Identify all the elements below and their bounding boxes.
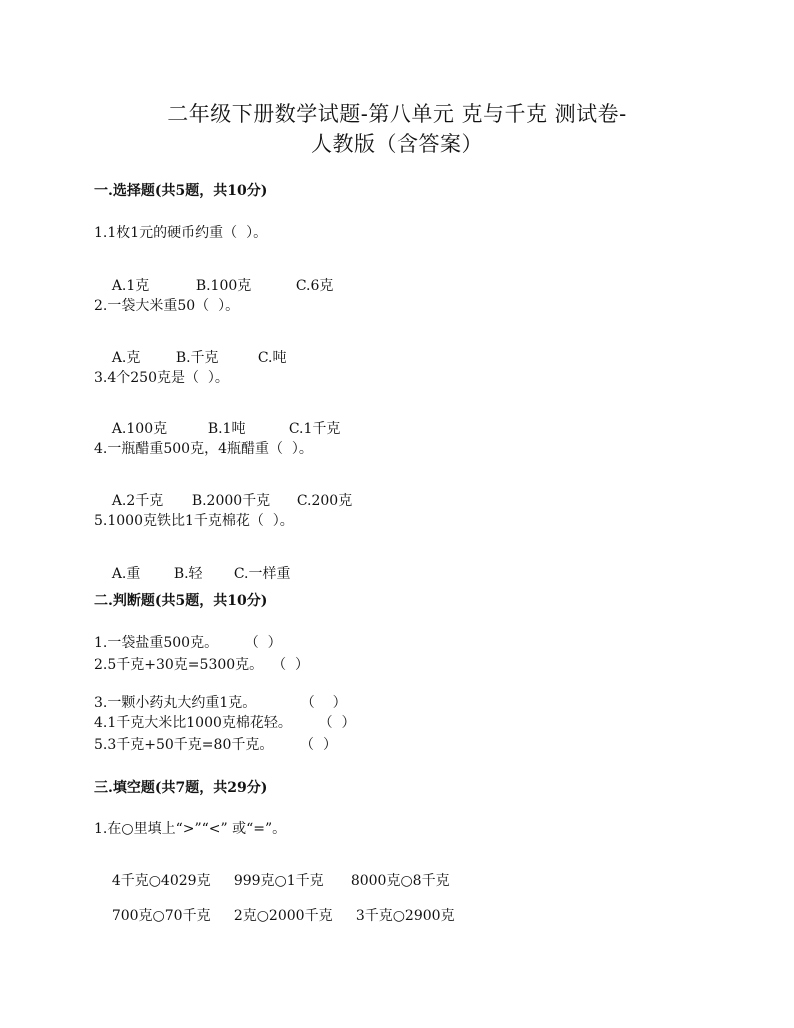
section-heading-choice: 一.选择题(共5题，共10分) xyxy=(94,183,268,199)
compare-item: 999克○1千克 xyxy=(233,873,324,889)
compare-row xyxy=(94,889,455,941)
judge-item: 5.3千克+50千克=80千克。 （ ） xyxy=(94,737,337,753)
fill-intro: 1.在○里填上“>”“<” 或“=”。 xyxy=(94,821,287,837)
option-c: C.吨 xyxy=(257,350,287,366)
section-heading-fill: 三.填空题(共7题，共29分) xyxy=(94,780,268,796)
option-c: C.一样重 xyxy=(233,566,291,582)
judge-item: 1.一袋盐重500克。 （ ） xyxy=(94,635,282,651)
option-b: B.100克 xyxy=(195,278,252,294)
compare-item: 3千克○2900克 xyxy=(355,908,455,924)
question-text: 1.1枚1元的硬币约重（ ）。 xyxy=(94,225,268,241)
question-text: 5.1000克铁比1千克棉花（ ）。 xyxy=(94,513,294,529)
compare-item: 8000克○8千克 xyxy=(350,873,450,889)
question-text: 4.一瓶醋重500克，4瓶醋重（ ）。 xyxy=(94,441,313,457)
compare-item: 700克○70千克 xyxy=(111,908,211,924)
judge-item: 2.5千克+30克=5300克。 （ ） xyxy=(94,657,309,673)
option-b: B.2000千克 xyxy=(191,493,271,509)
page-title-line2: 人教版（含答案） xyxy=(311,132,483,156)
page-title-line1: 二年级下册数学试题-第八单元 克与千克 测试卷- xyxy=(167,102,627,126)
option-b: B.千克 xyxy=(175,350,219,366)
judge-item: 3.一颗小药丸大约重1克。 （ ） xyxy=(94,695,347,711)
option-b: B.轻 xyxy=(173,566,203,582)
option-c: C.6克 xyxy=(295,278,334,294)
option-c: C.1千克 xyxy=(288,421,341,437)
section-heading-judge: 二.判断题(共5题，共10分) xyxy=(94,593,268,609)
option-a: A.克 xyxy=(111,350,141,366)
question-text: 2.一袋大米重50（ ）。 xyxy=(94,298,240,314)
compare-item: 2克○2000千克 xyxy=(233,908,333,924)
option-a: A.1克 xyxy=(111,278,150,294)
question-text: 3.4个250克是（ ）。 xyxy=(94,370,229,386)
option-a: A.100克 xyxy=(111,421,168,437)
judge-item: 4.1千克大米比1000克棉花轻。 （ ） xyxy=(94,715,356,731)
option-c: C.200克 xyxy=(296,493,353,509)
compare-item: 4千克○4029克 xyxy=(111,873,211,889)
option-b: B.1吨 xyxy=(207,421,246,437)
option-a: A.重 xyxy=(111,566,141,582)
option-a: A.2千克 xyxy=(111,493,164,509)
